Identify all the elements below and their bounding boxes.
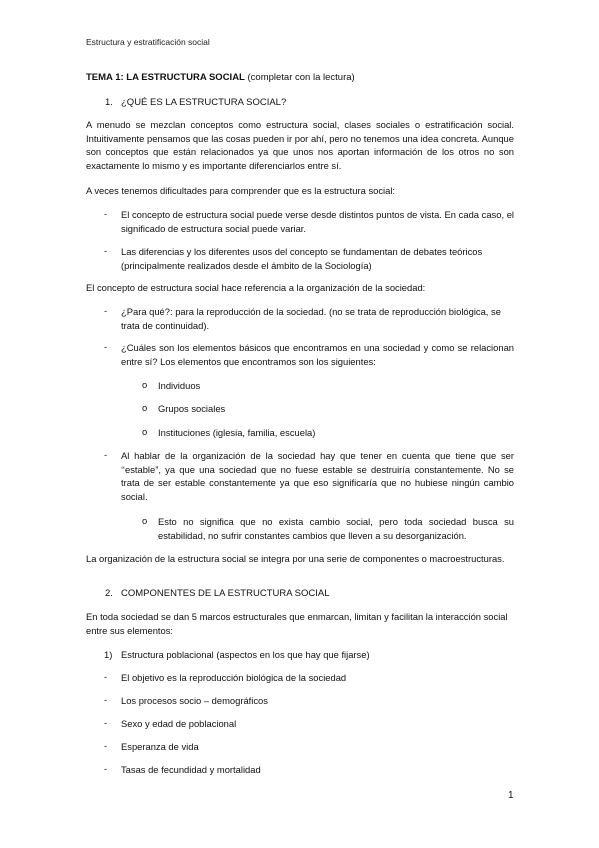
list4-marker-2: -: [104, 694, 108, 705]
list4-item-5: Tasas de fecundidad y mortalidad: [121, 764, 261, 775]
sublist-marker-1: o: [142, 379, 148, 390]
list4-item-3: Sexo y edad de poblacional: [121, 718, 237, 729]
tema-title: [86, 72, 355, 83]
list2-item-2: ¿Cuáles son los elementos básicos que encontramos en una sociedad y como se relacionan entre sí? Los elementos que encontramos son los siguientes:: [121, 342, 514, 367]
list4-marker-3: -: [104, 717, 108, 728]
list4-item-1: El objetivo es la reproducción biológica de la sociedad: [121, 672, 347, 683]
list3-marker-1: -: [104, 449, 108, 460]
tema-title-rest: (completar con la lectura): [244, 72, 355, 83]
section1-number: 1.: [105, 97, 113, 108]
numbered-marker-1: 1): [104, 649, 113, 660]
section1-title: ¿QUÉ ES LA ESTRUCTURA SOCIAL?: [121, 97, 287, 108]
section2-title: COMPONENTES DE LA ESTRUCTURA SOCIAL: [121, 588, 330, 599]
list1-item-1: El concepto de estructura social puede verse desde distintos puntos de vista. En cada caso, el significado de estructura social puede variar.: [121, 209, 514, 234]
list4-marker-4: -: [104, 740, 108, 751]
list1-item-2: Las diferencias y los diferentes usos del concepto se fundamentan de debates teóricos (principalmente realizados desde el ámbito de la Sociología): [121, 246, 483, 271]
section2-number: 2.: [105, 588, 113, 599]
list4-item-2: Los procesos socio – demográficos: [121, 695, 268, 706]
paragraph-organizacion: La organización de la estructura social se integra por una serie de componentes o macroestructuras.: [86, 553, 505, 564]
sublist2-item-1: Esto no significa que no exista cambio social, pero toda sociedad busca su estabilidad, no sufrir constantes cambios que lleven a su desorganización.: [158, 516, 514, 541]
sublist2-marker-1: o: [142, 515, 148, 526]
list1-marker-1: -: [104, 208, 108, 219]
page-number: 1: [508, 790, 514, 801]
list4-marker-1: -: [104, 671, 108, 682]
sublist-item-grupos: Grupos sociales: [158, 403, 226, 414]
paragraph-marcos: En toda sociedad se dan 5 marcos estructurales que enmarcan, limitan y facilitan la interacción social entre sus elementos:: [86, 611, 508, 636]
sublist-marker-3: o: [142, 426, 148, 437]
sublist-item-individuos: Individuos: [158, 380, 201, 391]
numbered-item-1: Estructura poblacional (aspectos en los que hay que fijarse): [121, 649, 370, 660]
running-header: Estructura y estratificación social: [86, 37, 210, 47]
list2-item-1: ¿Para qué?: para la reproducción de la sociedad. (no se trata de reproducción biológica, se trata de continuidad).: [121, 306, 501, 331]
list3-item-1: Al hablar de la organización de la sociedad hay que tener en cuenta que tiene que ser ‘‘estable”, ya que una sociedad que no fuese estable se destruiría constantemente. No se trata de ser estable constantemente ya que eso significaría que no hubiese ningún cambio social.: [121, 450, 514, 502]
list1-marker-2: -: [104, 245, 108, 256]
list4-marker-5: -: [104, 763, 108, 774]
paragraph-dificultades: A veces tenemos dificultades para comprender que es la estructura social:: [86, 185, 396, 196]
paragraph-concepto: El concepto de estructura social hace referencia a la organización de la sociedad:: [86, 282, 426, 293]
list2-marker-1: -: [104, 305, 108, 316]
sublist-marker-2: o: [142, 402, 148, 413]
tema-title-bold: TEMA 1: LA ESTRUCTURA SOCIAL: [86, 72, 245, 83]
paragraph-intro: A menudo se mezclan conceptos como estructura social, clases sociales o estratificación social. Intuitivamente pensamos que las cosas pueden ir por ahí, pero no tenemos una idea concreta. Aunque son conceptos que están relacionados ya que unos nos aportan información de los otros no son exactamente lo mismo y es importante diferenciarlos entre sí.: [86, 119, 514, 171]
list2-marker-2: -: [104, 341, 108, 352]
sublist-item-instituciones: Instituciones (iglesia, familia, escuela): [158, 427, 316, 438]
list4-item-4: Esperanza de vida: [121, 741, 199, 752]
